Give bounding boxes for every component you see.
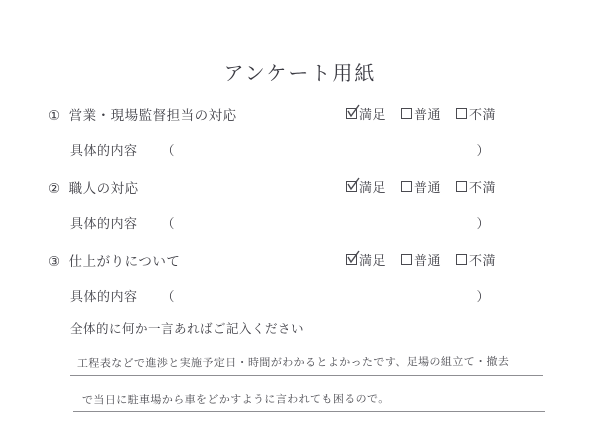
option-label: 普通 bbox=[414, 107, 442, 122]
checkbox-checked-icon bbox=[346, 108, 357, 119]
checkbox-q2-manzoku[interactable] bbox=[346, 177, 386, 196]
question-3-ratings bbox=[346, 250, 496, 269]
comment-rule-line-1 bbox=[70, 375, 543, 376]
detail-label: 具体的内容 bbox=[70, 216, 138, 231]
question-1-label: 営業・現場監督担当の対応 bbox=[68, 108, 237, 123]
question-2-label: 職人の対応 bbox=[68, 181, 139, 196]
checkbox-q1-fuman[interactable] bbox=[456, 104, 496, 123]
checkbox-q3-manzoku[interactable] bbox=[346, 250, 386, 269]
checkbox-q2-fuman[interactable] bbox=[456, 177, 496, 196]
detail-blank-space bbox=[175, 286, 476, 305]
handwritten-comment-line-1: 工程表などで進渉と実施予定日・時間がわかるとよかったです、足場の組立て・撤去 bbox=[76, 355, 510, 370]
open-paren: （ bbox=[161, 216, 176, 231]
question-3-label: 仕上がりについて bbox=[68, 254, 181, 269]
checkbox-q2-futsuu[interactable] bbox=[401, 177, 441, 196]
detail-label: 具体的内容 bbox=[70, 289, 138, 304]
overall-comment-prompt: 全体的に何か一言あればご記入ください bbox=[70, 322, 305, 336]
detail-blank-space bbox=[175, 213, 476, 232]
checkbox-empty-icon bbox=[401, 254, 412, 265]
checkbox-empty-icon bbox=[401, 108, 412, 119]
question-1-detail-row bbox=[70, 140, 490, 159]
checkbox-q1-futsuu[interactable] bbox=[401, 104, 441, 123]
checkbox-checked-icon bbox=[346, 254, 357, 265]
question-1-ratings bbox=[346, 104, 496, 123]
open-paren: （ bbox=[161, 143, 176, 158]
question-1-number: ① bbox=[48, 108, 61, 123]
form-title: アンケート用紙 bbox=[223, 63, 377, 85]
checkbox-q3-futsuu[interactable] bbox=[401, 250, 441, 269]
question-1-row bbox=[48, 104, 237, 124]
option-label: 満足 bbox=[359, 107, 387, 122]
checkbox-empty-icon bbox=[456, 254, 467, 265]
option-label: 満足 bbox=[359, 180, 387, 195]
handwritten-comment-line-2: で当日に駐車場から車をどかすように言われても困るので。 bbox=[81, 392, 390, 407]
question-2-number: ② bbox=[48, 181, 61, 196]
detail-blank-space bbox=[175, 140, 476, 159]
question-3-detail-row bbox=[70, 286, 490, 305]
close-paren: ） bbox=[476, 289, 490, 304]
check-mark-icon bbox=[346, 177, 362, 194]
checkbox-q1-manzoku[interactable] bbox=[346, 104, 386, 123]
question-2-detail-row bbox=[70, 213, 490, 232]
checkbox-q3-fuman[interactable] bbox=[456, 250, 496, 269]
question-2-row bbox=[48, 177, 139, 197]
check-mark-icon bbox=[346, 250, 362, 267]
checkbox-empty-icon bbox=[456, 108, 467, 119]
detail-label: 具体的内容 bbox=[70, 143, 138, 158]
option-label: 普通 bbox=[414, 180, 442, 195]
option-label: 普通 bbox=[414, 253, 442, 268]
option-label: 不満 bbox=[469, 107, 497, 122]
close-paren: ） bbox=[476, 216, 490, 231]
option-label: 不満 bbox=[469, 253, 497, 268]
checkbox-empty-icon bbox=[456, 181, 467, 192]
checkbox-empty-icon bbox=[401, 181, 412, 192]
question-2-ratings bbox=[346, 177, 496, 196]
checkbox-checked-icon bbox=[346, 181, 357, 192]
option-label: 不満 bbox=[469, 180, 497, 195]
open-paren: （ bbox=[161, 289, 176, 304]
question-3-number: ③ bbox=[48, 254, 61, 269]
check-mark-icon bbox=[346, 104, 362, 121]
option-label: 満足 bbox=[359, 253, 387, 268]
comment-rule-line-2 bbox=[73, 411, 545, 412]
close-paren: ） bbox=[476, 143, 490, 158]
question-3-row bbox=[48, 250, 180, 270]
